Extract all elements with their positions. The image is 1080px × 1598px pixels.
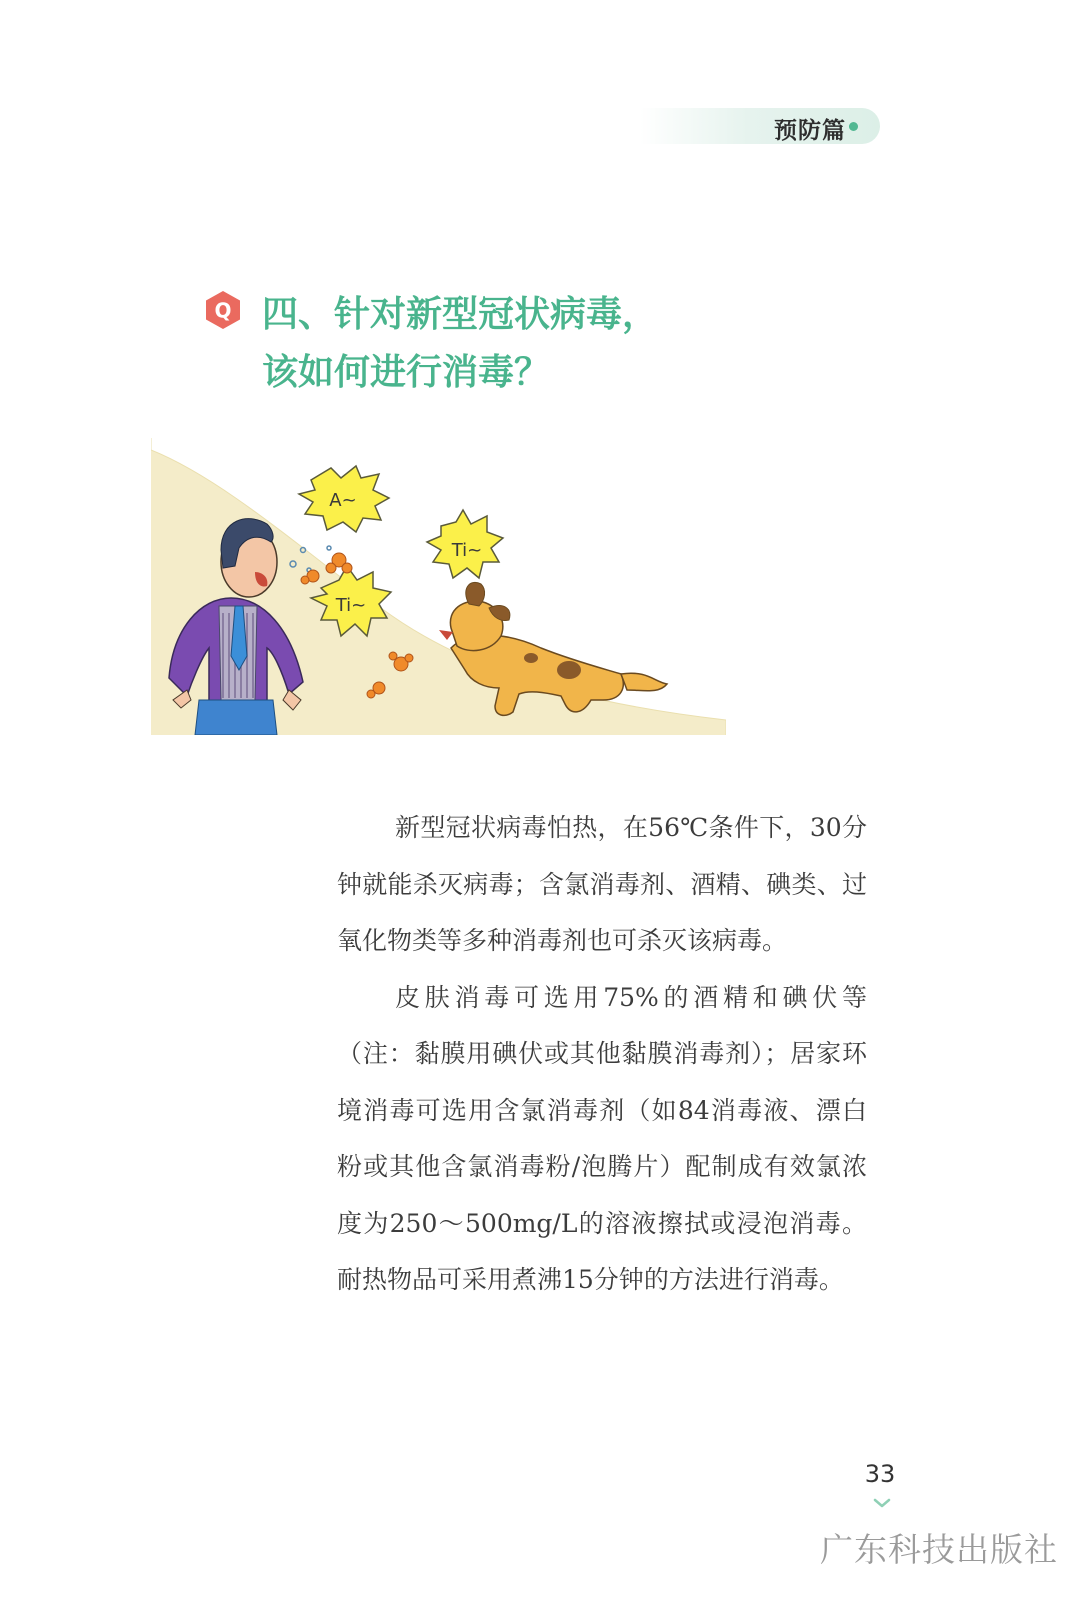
page-number: 33 [864,1460,896,1488]
question-title-line-1: 四、针对新型冠状病毒， [262,294,659,335]
chevron-down-icon [873,1497,891,1509]
sound-burst-text-2: Ti~ [451,540,483,561]
question-title [262,286,782,402]
question-title-line-2: 该如何进行消毒？ [262,352,551,393]
sound-burst-right [427,510,503,578]
sneezing-man-and-dog-illustration [151,438,726,735]
section-dot-icon [849,122,858,131]
sound-burst-top [299,466,389,532]
publisher-watermark: 广东科技出版社 [820,1530,1058,1569]
sound-burst-text-1: A~ [329,490,357,511]
sound-burst-text-3: Ti~ [335,595,367,616]
section-tab [640,108,880,144]
body-paragraph-1: 新型冠状病毒怕热，在56℃条件下，30分钟就能杀灭病毒；含氯消毒剂、酒精、碘类、过氧化物类等多种消毒剂也可杀灭该病毒。 [337,813,867,955]
question-badge-letter: Q [214,298,232,323]
body-paragraph-2: 皮肤消毒可选用75%的酒精和碘伏等（注：黏膜用碘伏或其他黏膜消毒剂）；居家环境消毒可选用含氯消毒剂（如84消毒液、漂白粉或其他含氯消毒粉/泡腾片）配制成有效氯浓度为250～500mg/L的溶液擦拭或浸泡消毒。耐热物品可采用煮沸15分钟的方法进行消毒。 [337,982,867,1294]
body-text [337,800,867,1309]
question-badge-icon [203,290,243,330]
section-label: 预防篇 [774,118,846,144]
